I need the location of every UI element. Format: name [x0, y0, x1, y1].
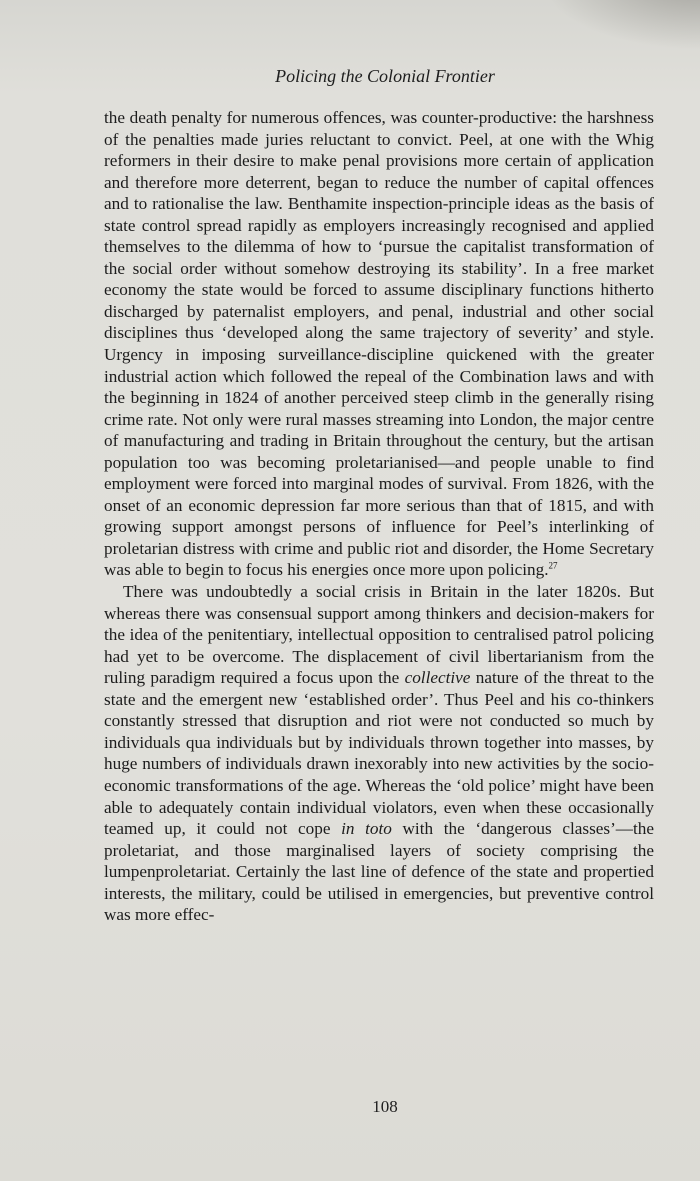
- paragraph-2-text-b: nature of the threat to the state and the emergent new ‘established order’. Thus Peel and his co-thinkers constantly stressed that disruption and riot were not conducted so much by individuals qua individuals but by individuals thrown together into masses, by huge numbers of individuals drawn inexorably into new activities by the socio-economic transformations of the age. Whereas the ‘old police’ might have been able to adequately contain individual violators, even when these occasionally teamed up, it could not cope: [104, 668, 654, 839]
- page-corner-shadow: [540, 0, 700, 50]
- footnote-ref-27: 27: [548, 560, 558, 571]
- paragraph-2-italic-collective: collective: [404, 668, 471, 688]
- paragraph-1-text: the death penalty for numerous offences, was counter-productive: the harshness of the penalties made juries reluctant to convict. Peel, at one with the Whig reformers in their desire to make penal provisions more certain of application and therefore more deterrent, began to reduce the number of capital offences and to rationalise the law. Benthamite inspection-principle ideas as the basis of state control spread rapidly as employers increasingly recognised and applied themselves to the dilemma of how to ‘pursue the capitalist transformation of the social order without somehow destroying its stability’. In a free market economy the state would be forced to assume disciplinary functions hitherto discharged by paternalist employers, and penal, industrial and other social disciplines thus ‘developed along the same trajectory of severity’ and style. Urgency in imposing surveillance-discipline quickened with the greater industrial action which followed the repeal of the Combination laws and with the beginning in 1824 of another perceived steep climb in the generally rising crime rate. Not only were rural masses streaming into London, the major centre of manufacturing and trading in Britain throughout the century, but the artisan population too was becoming proletarianised—and people unable to find employment were forced into marginal modes of survival. From 1826, with the onset of an economic depression far more serious than that of 1815, and with growing support amongst persons of influence for Peel’s interlinking of proletarian distress with crime and public riot and disorder, the Home Secretary was able to begin to focus his energies once more upon policing.: [104, 108, 654, 580]
- paragraph-2-text-a: There was undoubtedly a social crisis in Britain in the later 1820s. But whereas there was consensual support among thinkers and decision-makers for the idea of the penitentiary, intellectual opposition to centralised patrol policing had yet to be overcome. The displacement of civil libertarianism from the ruling paradigm required a focus upon the: [104, 582, 654, 688]
- paragraph-2-text-c: with the ‘dangerous classes’—the proletariat, and those marginalised layers of society comprising the lumpenproletariat. Certainly the last line of defence of the state and propertied interests, the military, could be utilised in emergencies, but preventive control was more effec-: [104, 819, 654, 925]
- paragraph-1: [104, 107, 654, 581]
- paragraph-2: [104, 581, 654, 926]
- running-head: Policing the Colonial Frontier: [275, 66, 495, 86]
- paragraph-2-italic-in-toto: in toto: [341, 819, 392, 839]
- body-text: [104, 107, 654, 926]
- page-number: 108: [372, 1097, 398, 1116]
